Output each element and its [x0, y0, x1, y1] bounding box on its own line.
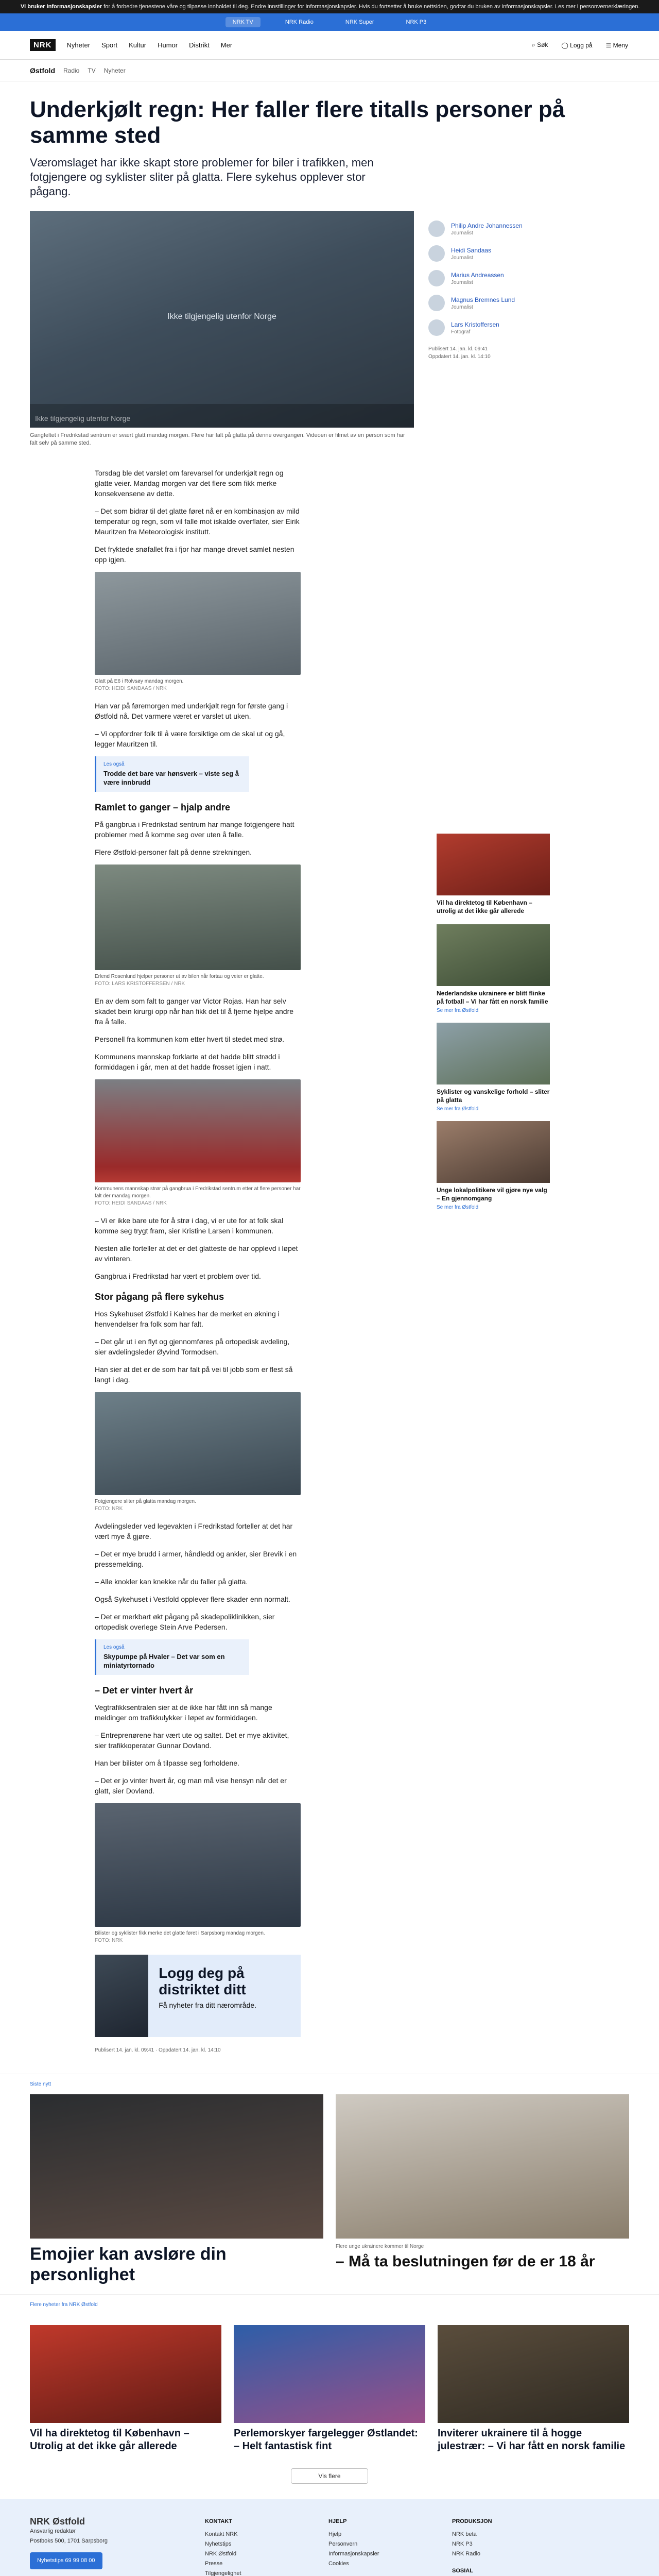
sidebar-card-title: Syklister og vanskelige forhold – sliter på glatta — [437, 1088, 550, 1104]
caption-text: Kommunens mannskap strør på gangbrua i Fredrikstad sentrum etter at flere personer har falt der mandag morgen. — [95, 1186, 301, 1199]
cookie-text-2: . Hvis du fortsetter å bruke nettsiden, godtar du bruken av informasjonskapsler. Les mer i personvernerklæringen. — [356, 4, 640, 10]
search-button[interactable] — [532, 41, 548, 49]
image-caption — [95, 1930, 301, 1944]
avatar — [428, 221, 445, 237]
search-icon: ⌕ — [532, 41, 537, 48]
photo-credit: FOTO: NRK — [95, 1938, 123, 1943]
nav-item-sport[interactable]: Sport — [101, 41, 118, 49]
footer-link[interactable]: Cookies — [328, 2561, 349, 2567]
avatar — [428, 319, 445, 336]
service-nrk-tv[interactable]: NRK TV — [226, 17, 261, 27]
footer-contact-col — [205, 2517, 308, 2576]
author[interactable] — [428, 245, 542, 262]
search-label: Søk — [537, 41, 548, 48]
footer-editor: Ansvarlig redaktør — [30, 2528, 76, 2534]
author[interactable] — [428, 221, 542, 237]
district-nav-nyheter[interactable]: Nyheter — [103, 66, 126, 74]
related-title: Perlemorskyer fargelegger Østlandet: – Helt fantastisk fint — [234, 2428, 418, 2452]
author-list — [428, 211, 542, 447]
article-image[interactable] — [95, 1079, 301, 1182]
nav-item-distrikt[interactable]: Distrikt — [189, 41, 210, 49]
figure — [95, 1803, 301, 1944]
article-image[interactable] — [95, 865, 301, 970]
author-name: Marius Andreassen — [451, 271, 504, 279]
paragraph: Hos Sykehuset Østfold i Kalnes har de merket en økning i henvendelser fra folk som har falt. — [95, 1310, 280, 1328]
paragraph: – Det er merkbart økt pågang på skadepoliklinikken, sier ortopedisk overlege Stein Arve Pedersen. — [95, 1613, 275, 1631]
footer-logo[interactable]: NRK Østfold — [30, 2516, 85, 2527]
cookie-settings-link[interactable]: Endre innstillinger for informasjonskapsler — [251, 4, 356, 10]
paragraph: Det fryktede snøfallet fra i fjor har mange drevet samlet nesten opp igjen. — [95, 545, 294, 564]
district-nav-tv[interactable]: TV — [88, 66, 96, 74]
related-card[interactable] — [234, 2325, 425, 2453]
author-role: Journalist — [451, 230, 473, 236]
nrk-services-bar — [0, 13, 659, 31]
footer-link[interactable]: Personvern — [328, 2541, 358, 2547]
related-title: – Må ta beslutningen før de er 18 år — [336, 2253, 595, 2270]
news-tip-button[interactable]: Nyhetstips 69 99 08 00 — [30, 2552, 102, 2569]
related-big — [0, 2094, 659, 2285]
related-section-label: Siste nytt — [0, 2074, 659, 2094]
related-label: Les også — [103, 1645, 125, 1650]
author-role: Fotograf — [451, 329, 471, 335]
related-image — [438, 2325, 629, 2423]
promo-text: Få nyheter fra ditt nærområde. — [159, 2001, 257, 2009]
related-subtitle: Flere unge ukrainere kommer til Norge — [336, 2244, 424, 2249]
cookie-title: Vi bruker informasjonskapsler — [21, 4, 102, 10]
promo-image — [95, 1955, 148, 2037]
related-card[interactable] — [30, 2094, 323, 2285]
promo-title: Logg deg på distriktet ditt — [159, 1965, 246, 1997]
avatar — [428, 295, 445, 311]
avatar — [428, 245, 445, 262]
related-card[interactable] — [30, 2325, 221, 2453]
related-image — [336, 2094, 629, 2239]
sidebar-card[interactable] — [437, 834, 550, 915]
hero-caption: Gangfeltet i Fredrikstad sentrum er svært glatt mandag morgen. Flere har falt på glatta på denne overgangen. Videoen er filmet av en person som har falt selv på samme sted. — [30, 432, 405, 446]
related-title: Vil ha direktetog til København – Utrolig at det ikke går allerede — [30, 2428, 189, 2452]
footer-production-col — [452, 2517, 555, 2576]
related-image — [234, 2325, 425, 2423]
image-caption — [95, 973, 301, 988]
footer-heading: KONTAKT — [205, 2518, 232, 2524]
paragraph: På gangbrua i Fredrikstad sentrum har mange fotgjengere hatt problemer med å komme seg over uten å falle. — [95, 820, 294, 839]
published-date: Publisert 14. jan. kl. 09:41 — [428, 346, 488, 352]
image-caption — [95, 1185, 301, 1207]
sidebar-image — [437, 924, 550, 986]
footer-link[interactable]: NRK Østfold — [205, 2551, 237, 2557]
related-title: Inviterer ukrainere til å hogge julestrær: – Vi har fått en norsk familie — [438, 2428, 626, 2452]
paragraph: Personell fra kommunen kom etter hvert til stedet med strø. — [95, 1035, 285, 1043]
article-title: Underkjølt regn: Her faller flere titalls personer på samme sted — [30, 97, 565, 148]
menu-label: Meny — [613, 41, 628, 49]
paragraph: – Det er mye brudd i armer, håndledd og ankler, sier Brevik i en pressemelding. — [95, 1550, 297, 1568]
related-image — [30, 2094, 323, 2239]
footer-brand-col — [30, 2517, 184, 2576]
paragraph: – Det som bidrar til det glatte føret nå er en kombinasjon av mild temperatur og regn, som vil falle mot iskalde overflater, sier Eirik Mauritzen fra Meteorologisk institutt. — [95, 507, 300, 536]
paragraph: En av dem som falt to ganger var Victor Rojas. Han har selv skadet bein kirurgi opp når han fikk det til å fjerne hjelpe andre fra å falle. — [95, 997, 294, 1026]
article-lead: Væromslaget har ikke skapt store problemer for biler i trafikken, men fotgjengere og syklister sliter på glatta. Flere sykehus opplever stor pågang. — [30, 156, 374, 198]
article-body — [95, 468, 301, 2074]
author-name: Heidi Sandaas — [451, 246, 492, 254]
paragraph: Flere Østfold-personer falt på denne strekningen. — [95, 848, 252, 856]
paragraph: Kommunens mannskap forklarte at det hadde blitt strødd i formiddagen i går, men at det hadde frosset igjen i natt. — [95, 1053, 280, 1071]
author-name: Philip Andre Johannessen — [451, 222, 523, 229]
sidebar-card-title: Unge lokalpolitikere vil gjøre nye valg – En gjennomgang — [437, 1187, 547, 1202]
footer-link[interactable]: Kontakt NRK — [205, 2531, 238, 2537]
paragraph: – Entreprenørene har vært ute og saltet. Det er mye aktivitet, sier trafikkoperatør Gunnar Dovland. — [95, 1731, 289, 1750]
related-section-label-2: Flere nyheter fra NRK Østfold — [0, 2294, 659, 2315]
article — [0, 97, 659, 2074]
article-image[interactable] — [95, 572, 301, 675]
related-title: Skypumpe på Hvaler – Det var som en miniatyrtornado — [103, 1653, 225, 1669]
nav-item-kultur[interactable]: Kultur — [129, 41, 147, 49]
author-name: Magnus Bremnes Lund — [451, 296, 515, 303]
footer-address: Postboks 500, 1701 Sarpsborg — [30, 2538, 108, 2544]
paragraph: – Vi oppfordrer folk til å være forsiktige om de skal ut og gå, legger Mauritzen til. — [95, 730, 285, 748]
sidebar-card[interactable] — [437, 924, 550, 1013]
footer-link[interactable]: Informasjonskapsler — [328, 2551, 379, 2557]
caption-text: Erlend Rosenlund hjelper personer ut av bilen når fortau og veier er glatte. — [95, 974, 264, 979]
paragraph: Han ber bilister om å tilpasse seg forholdene. — [95, 1759, 239, 1767]
footer-link[interactable]: Presse — [205, 2561, 223, 2567]
image-caption — [95, 1498, 301, 1513]
district-nav — [0, 60, 659, 81]
figure — [95, 572, 301, 692]
related-title: Emojier kan avsløre din personlighet — [30, 2244, 227, 2284]
footer-link[interactable]: NRK P3 — [452, 2541, 473, 2547]
related-image — [30, 2325, 221, 2423]
author-role: Journalist — [451, 255, 473, 261]
article-image[interactable] — [95, 1803, 301, 1927]
service-nrk-super[interactable]: NRK Super — [345, 19, 374, 25]
paragraph: – Vi er ikke bare ute for å strø i dag, vi er ute for at folk skal komme seg trygt fram, sier Kristine Larsen i kommunen. — [95, 1216, 284, 1235]
main-nav — [0, 31, 659, 60]
hero-watermark: Ikke tilgjengelig utenfor Norge — [35, 414, 131, 422]
article-image[interactable] — [95, 1392, 301, 1495]
related-title: Trodde det bare var hønsverk – viste seg å være innbrudd — [103, 770, 239, 786]
figure — [95, 1079, 301, 1207]
figure — [95, 1392, 301, 1513]
login-district-promo[interactable] — [95, 1955, 301, 2037]
caption-text: Glatt på E6 i Rolvsøy mandag morgen. — [95, 679, 184, 684]
paragraph: Torsdag ble det varslet om farevarsel for underkjølt regn og glatte veier. Mandag morgen var det flere som fikk merke konsekvensene av dette. — [95, 469, 284, 498]
photo-credit: FOTO: NRK — [95, 1506, 123, 1512]
author[interactable] — [428, 319, 542, 336]
show-more-button[interactable]: Vis flere — [291, 2468, 368, 2484]
sidebar-card-title: Vil ha direktetog til København – utrolig at det ikke går allerede — [437, 899, 532, 914]
section-heading: – Det er vinter hvert år — [95, 1685, 194, 1696]
related-article-box[interactable] — [95, 756, 249, 792]
updated-date: Oppdatert 14. jan. kl. 14:10 — [428, 354, 491, 360]
publish-dates — [428, 345, 542, 361]
sidebar-more-link[interactable]: Se mer fra Østfold — [437, 1008, 479, 1013]
section-heading: Stor pågang på flere sykehus — [95, 1292, 224, 1302]
related-card[interactable] — [438, 2325, 629, 2453]
footer-heading: PRODUKSJON — [452, 2518, 492, 2524]
sidebar-card[interactable] — [437, 1121, 550, 1210]
caption-text: Bilister og syklister fikk merke det glatte føret i Sarpsborg mandag morgen. — [95, 1930, 265, 1936]
menu-button[interactable] — [606, 42, 628, 49]
paragraph: Vegtrafikksentralen sier at de ikke har fått inn så mange meldinger om trafikkulykker i løpet av formiddagen. — [95, 1703, 272, 1722]
user-icon: ◯ — [561, 41, 570, 49]
nav-item-nyheter[interactable]: Nyheter — [66, 41, 91, 49]
footer-link[interactable]: NRK Radio — [452, 2551, 481, 2557]
figure — [95, 865, 301, 988]
nrk-logo[interactable]: NRK — [30, 39, 56, 51]
related-label: Les også — [103, 761, 125, 767]
sidebar-more-link[interactable]: Se mer fra Østfold — [437, 1205, 479, 1210]
author[interactable] — [428, 270, 542, 286]
service-nrk-p3[interactable]: NRK P3 — [406, 19, 427, 25]
footer-link[interactable]: NRK beta — [452, 2531, 477, 2537]
sidebar-card-title: Nederlandske ukrainere er blitt flinke på fotball – Vi har fått en norsk familie — [437, 990, 548, 1005]
sidebar-image — [437, 1121, 550, 1183]
service-nrk-radio[interactable]: NRK Radio — [285, 19, 314, 25]
hero-video[interactable] — [30, 211, 414, 428]
author-name: Lars Kristoffersen — [451, 320, 499, 328]
paragraph: Nesten alle forteller at det er det glatteste de har opplevd i løpet av vinteren. — [95, 1244, 298, 1263]
related-card[interactable] — [336, 2094, 629, 2285]
author[interactable] — [428, 295, 542, 311]
related-article-box[interactable] — [95, 1639, 249, 1675]
paragraph: – Alle knokler kan knekke når du faller på glatta. — [95, 1578, 248, 1586]
login-button[interactable] — [561, 42, 592, 49]
paragraph: – Det går ut i en flyt og gjennomføres på ortopedisk avdeling, sier avdelingsleder Øyvind Tormodsen. — [95, 1337, 290, 1356]
menu-icon: ☰ — [605, 41, 613, 49]
paragraph: – Det er jo vinter hvert år, og man må vise hensyn når det er glatt, sier Dovland. — [95, 1776, 287, 1795]
sidebar-image — [437, 1023, 550, 1084]
login-label: Logg på — [570, 41, 593, 49]
footer-help-col — [328, 2517, 431, 2576]
footer-heading: SOSIAL — [452, 2568, 473, 2574]
section-heading: Ramlet to ganger – hjalp andre — [95, 802, 231, 812]
cookie-banner — [0, 0, 659, 13]
district-brand[interactable]: Østfold — [30, 66, 55, 75]
footer — [0, 2499, 659, 2576]
paragraph: Han sier at det er de som har falt på vei til jobb som er flest så langt i dag. — [95, 1365, 293, 1384]
footer-link[interactable]: Tilgjengelighet — [205, 2570, 241, 2576]
caption-text: Fotgjengere sliter på glatta mandag morgen. — [95, 1499, 196, 1504]
paragraph: Også Sykehuset i Vestfold opplever flere skader enn normalt. — [95, 1595, 290, 1603]
photo-credit: FOTO: HEIDI SANDAAS / NRK — [95, 686, 167, 691]
sidebar-more-link[interactable]: Se mer fra Østfold — [437, 1106, 479, 1112]
published-date: Publisert 14. jan. kl. 09:41 — [95, 2047, 154, 2053]
sidebar-image — [437, 834, 550, 895]
paragraph: Han var på føremorgen med underkjølt regn for første gang i Østfold nå. Det varmere været er varslet ut uken. — [95, 702, 288, 720]
related-grid — [0, 2325, 659, 2453]
sidebar-card[interactable] — [437, 1023, 550, 1112]
paragraph: Avdelingsleder ved legevakten i Fredrikstad forteller at det har vært mye å gjøre. — [95, 1522, 293, 1540]
article-footer-dates: Publisert 14. jan. kl. 09:41 · Oppdatert 14. jan. kl. 14:10 — [95, 2047, 221, 2053]
avatar — [428, 270, 445, 286]
author-role: Journalist — [451, 279, 473, 285]
paragraph: Gangbrua i Fredrikstad har vært et problem over tid. — [95, 1272, 261, 1280]
photo-credit: FOTO: LARS KRISTOFFERSEN / NRK — [95, 981, 185, 987]
district-nav-radio[interactable]: Radio — [63, 66, 80, 74]
hero-unavailable-text: Ikke tilgjengelig utenfor Norge — [167, 312, 276, 321]
cookie-text: for å forbedre tjenestene våre og tilpasse innholdet til deg. — [102, 4, 251, 10]
photo-credit: FOTO: HEIDI SANDAAS / NRK — [95, 1200, 167, 1206]
footer-link[interactable]: Nyhetstips — [205, 2541, 232, 2547]
author-role: Journalist — [451, 304, 473, 310]
updated-date: Oppdatert 14. jan. kl. 14:10 — [158, 2047, 221, 2053]
image-caption — [95, 678, 301, 692]
footer-heading: HJELP — [328, 2518, 347, 2524]
nav-item-mer[interactable]: Mer — [220, 41, 233, 49]
footer-link[interactable]: Hjelp — [328, 2531, 342, 2537]
nav-item-humor[interactable]: Humor — [158, 41, 178, 49]
sidebar — [437, 834, 550, 2074]
